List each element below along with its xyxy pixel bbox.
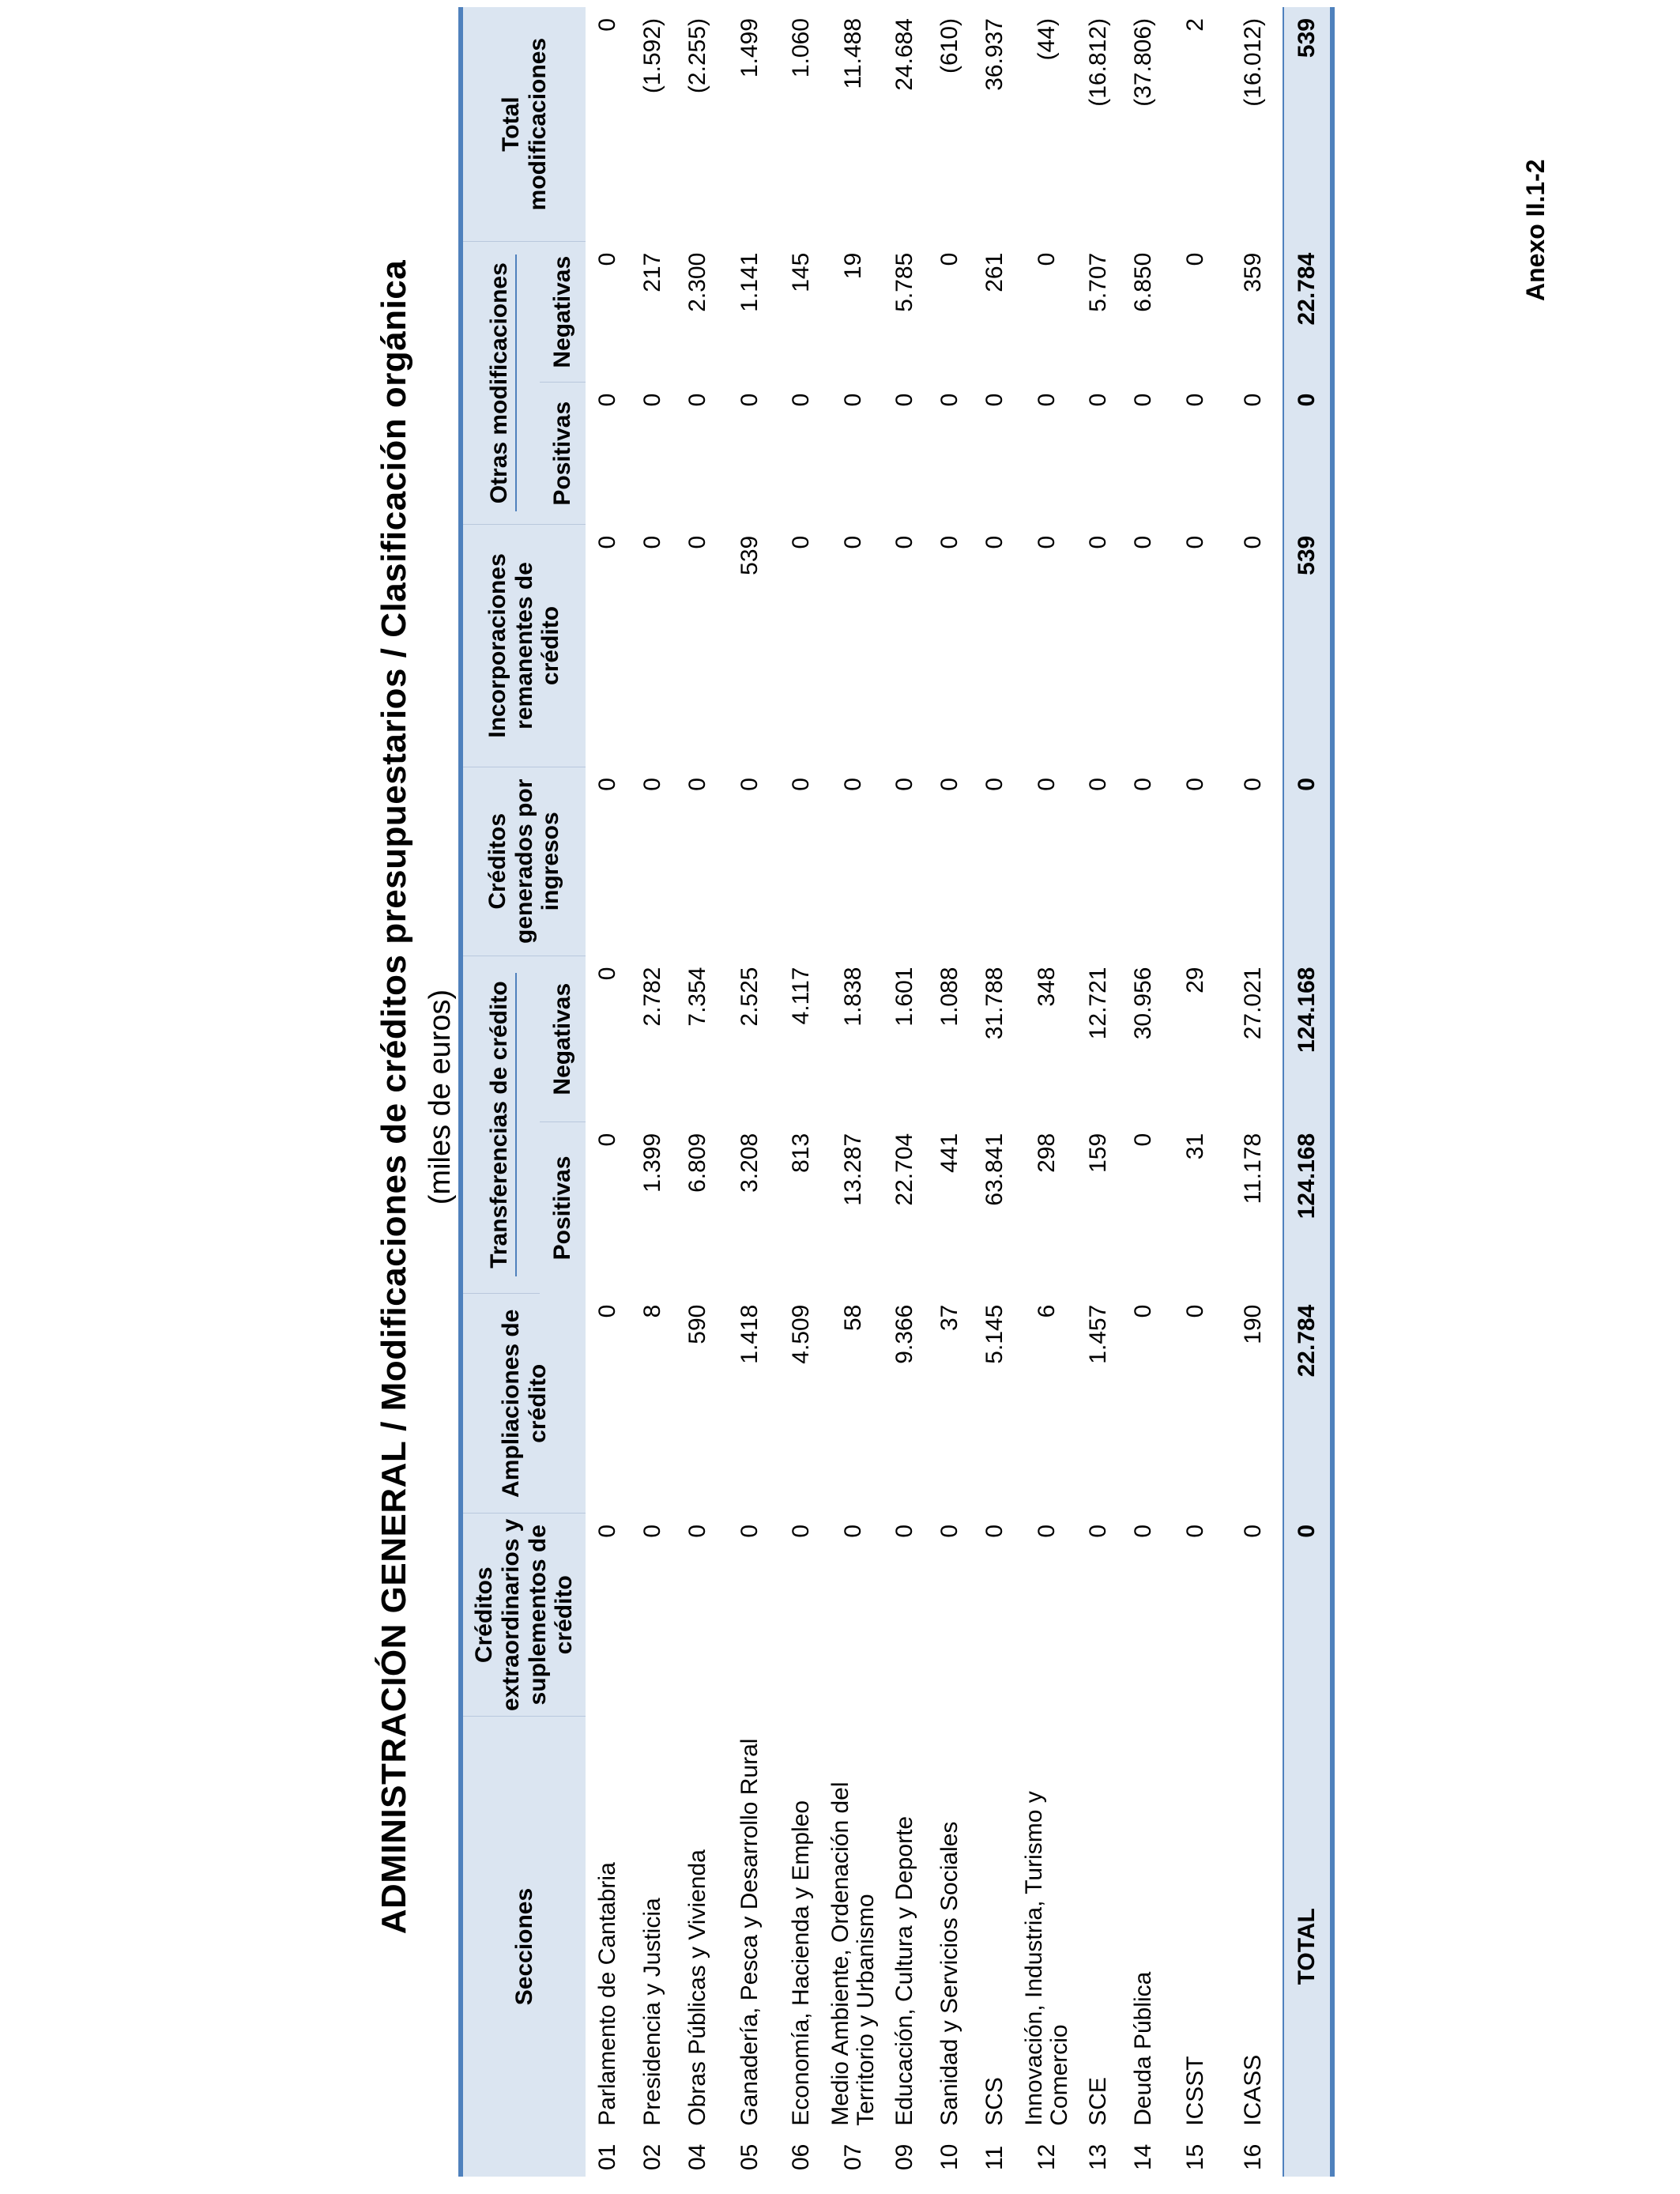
cell-trans-negativas: 31.788 xyxy=(981,967,1008,1040)
cell-incorporaciones: 0 xyxy=(1033,535,1060,549)
header-creditos-extraordinarios: Créditos extraordinarios y suplementos de crédito xyxy=(461,1514,586,1717)
cell-otras-positivas: 0 xyxy=(981,393,1008,407)
cell-cred-extra: 0 xyxy=(1240,1524,1267,1538)
cell-generados: 0 xyxy=(891,778,918,791)
cell-ampliaciones: 590 xyxy=(684,1304,711,1344)
cell-ampliaciones: 6 xyxy=(1033,1304,1060,1318)
page-title: ADMINISTRACIÓN GENERAL / Modificaciones de créditos presupuestarios / Clasificación orgánica xyxy=(375,259,413,1935)
row-name: Deuda Pública xyxy=(1130,1971,1157,2126)
total-total: 539 xyxy=(1283,7,1332,242)
cell-otras-positivas: 0 xyxy=(891,393,918,407)
cell-otras-negativas: 19 xyxy=(839,252,866,280)
cell-generados: 0 xyxy=(1130,778,1157,791)
cell-cred-extra: 0 xyxy=(1033,1524,1060,1538)
cell-generados: 0 xyxy=(1085,778,1112,791)
cell-generados: 0 xyxy=(1033,778,1060,791)
cell-otras-positivas: 0 xyxy=(639,393,666,407)
cell-generados: 0 xyxy=(1240,778,1267,791)
row-code: 04 xyxy=(684,2143,711,2170)
cell-total: (1.592) xyxy=(639,18,666,94)
cell-trans-positivas: 298 xyxy=(1033,1133,1060,1173)
cell-incorporaciones: 0 xyxy=(639,535,666,549)
cell-trans-negativas: 27.021 xyxy=(1240,967,1267,1040)
row-code: 14 xyxy=(1130,2143,1157,2170)
cell-trans-positivas: 441 xyxy=(936,1133,963,1173)
table-row xyxy=(676,7,721,2177)
cell-ampliaciones: 5.145 xyxy=(981,1304,1008,1364)
cell-total: (2.255) xyxy=(684,18,711,94)
row-name: SCS xyxy=(981,2077,1008,2126)
row-code: 11 xyxy=(981,2145,1008,2170)
table-row xyxy=(721,7,779,2177)
budget-modifications-table xyxy=(458,7,1335,2177)
header-creditos-generados: Créditos generados por ingresos xyxy=(461,767,586,956)
header-total-modificaciones: Total modificaciones xyxy=(461,7,586,242)
cell-incorporaciones: 0 xyxy=(981,535,1008,549)
total-otras-positivas: 0 xyxy=(1283,383,1332,525)
total-otras-negativas: 22.784 xyxy=(1283,242,1332,383)
header-otras-negativas: Negativas xyxy=(540,242,586,383)
cell-ampliaciones: 0 xyxy=(1181,1304,1208,1318)
cell-incorporaciones: 0 xyxy=(1130,535,1157,549)
cell-otras-negativas: 1.141 xyxy=(736,252,763,312)
row-name: Economía, Hacienda y Empleo xyxy=(788,1800,815,2126)
cell-total: (37.806) xyxy=(1130,18,1157,107)
table-row xyxy=(586,7,631,2177)
table-row xyxy=(928,7,973,2177)
row-name: Medio Ambiente, Ordenación del Territorio y Urbanismo xyxy=(827,1781,879,2126)
row-name: Obras Públicas y Vivienda xyxy=(684,1849,711,2126)
header-transferencias-negativas: Negativas xyxy=(540,956,586,1122)
row-code: 07 xyxy=(839,2143,866,2170)
cell-total: 11.488 xyxy=(839,18,866,89)
total-incorporaciones: 539 xyxy=(1283,525,1332,767)
cell-generados: 0 xyxy=(594,778,621,791)
row-name: Educación, Cultura y Deporte xyxy=(891,1815,918,2126)
cell-incorporaciones: 539 xyxy=(736,535,763,575)
row-code: 06 xyxy=(788,2143,815,2170)
cell-trans-positivas: 11.178 xyxy=(1240,1133,1267,1204)
cell-otras-negativas: 359 xyxy=(1240,252,1267,292)
cell-ampliaciones: 0 xyxy=(1130,1304,1157,1318)
cell-cred-extra: 0 xyxy=(981,1524,1008,1538)
header-secciones: Secciones xyxy=(461,1717,586,2177)
cell-incorporaciones: 0 xyxy=(788,535,815,549)
cell-ampliaciones: 4.509 xyxy=(788,1304,815,1364)
row-name: Parlamento de Cantabria xyxy=(594,1862,621,2126)
cell-cred-extra: 0 xyxy=(839,1524,866,1538)
row-name: Ganadería, Pesca y Desarrollo Rural xyxy=(736,1738,763,2126)
total-generados: 0 xyxy=(1283,767,1332,956)
cell-generados: 0 xyxy=(1181,778,1208,791)
cell-otras-positivas: 0 xyxy=(684,393,711,407)
cell-cred-extra: 0 xyxy=(1181,1524,1208,1538)
cell-incorporaciones: 0 xyxy=(1085,535,1112,549)
total-trans-negativas: 124.168 xyxy=(1283,956,1332,1122)
cell-trans-positivas: 13.287 xyxy=(839,1133,866,1206)
cell-total: (16.012) xyxy=(1240,18,1267,107)
cell-generados: 0 xyxy=(839,778,866,791)
row-name: Sanidad y Servicios Sociales xyxy=(936,1821,963,2126)
cell-incorporaciones: 0 xyxy=(1240,535,1267,549)
row-code: 05 xyxy=(736,2143,763,2170)
cell-otras-positivas: 0 xyxy=(788,393,815,407)
cell-cred-extra: 0 xyxy=(788,1524,815,1538)
cell-generados: 0 xyxy=(736,778,763,791)
cell-otras-negativas: 6.850 xyxy=(1130,252,1157,312)
header-ampliaciones: Ampliaciones de crédito xyxy=(461,1294,586,1514)
header-otras-positivas: Positivas xyxy=(540,383,586,525)
cell-ampliaciones: 1.457 xyxy=(1085,1304,1112,1364)
cell-trans-positivas: 0 xyxy=(594,1133,621,1147)
row-code: 13 xyxy=(1085,2143,1112,2170)
table-row xyxy=(1166,7,1225,2177)
table-row xyxy=(883,7,928,2177)
row-name: SCE xyxy=(1085,2077,1112,2126)
cell-ampliaciones: 190 xyxy=(1240,1304,1267,1344)
header-incorporaciones: Incorporaciones remanentes de crédito xyxy=(461,525,586,767)
cell-otras-negativas: 217 xyxy=(639,252,666,292)
cell-trans-positivas: 22.704 xyxy=(891,1133,918,1206)
cell-ampliaciones: 58 xyxy=(839,1304,866,1331)
cell-otras-positivas: 0 xyxy=(1240,393,1267,407)
cell-otras-positivas: 0 xyxy=(1033,393,1060,407)
cell-cred-extra: 0 xyxy=(639,1524,666,1538)
table-row xyxy=(824,7,883,2177)
cell-ampliaciones: 0 xyxy=(594,1304,621,1318)
cell-trans-positivas: 159 xyxy=(1085,1133,1112,1173)
cell-trans-negativas: 2.782 xyxy=(639,967,666,1027)
header-transferencias xyxy=(461,956,540,1294)
cell-trans-negativas: 30.956 xyxy=(1130,967,1157,1040)
cell-total: (44) xyxy=(1033,18,1060,61)
row-code: 10 xyxy=(936,2143,963,2170)
row-code: 16 xyxy=(1240,2143,1267,2170)
cell-cred-extra: 0 xyxy=(736,1524,763,1538)
table-row xyxy=(1076,7,1121,2177)
cell-otras-negativas: 5.707 xyxy=(1085,252,1112,312)
cell-total: 1.060 xyxy=(788,18,815,78)
cell-otras-positivas: 0 xyxy=(1085,393,1112,407)
cell-generados: 0 xyxy=(788,778,815,791)
cell-trans-negativas: 29 xyxy=(1181,967,1208,993)
cell-incorporaciones: 0 xyxy=(936,535,963,549)
row-name: ICSST xyxy=(1181,2056,1208,2126)
cell-incorporaciones: 0 xyxy=(839,535,866,549)
cell-trans-negativas: 1.088 xyxy=(936,967,963,1027)
cell-ampliaciones: 1.418 xyxy=(736,1304,763,1364)
cell-otras-positivas: 0 xyxy=(936,393,963,407)
annex-label: Anexo II.1-2 xyxy=(1521,159,1550,301)
cell-trans-positivas: 3.208 xyxy=(736,1133,763,1193)
cell-cred-extra: 0 xyxy=(1130,1524,1157,1538)
cell-ampliaciones: 8 xyxy=(639,1304,666,1318)
row-code: 12 xyxy=(1033,2143,1060,2170)
cell-trans-positivas: 31 xyxy=(1181,1133,1208,1160)
cell-otras-positivas: 0 xyxy=(736,393,763,407)
row-code: 09 xyxy=(891,2143,918,2170)
cell-incorporaciones: 0 xyxy=(594,535,621,549)
cell-cred-extra: 0 xyxy=(936,1524,963,1538)
cell-trans-negativas: 2.525 xyxy=(736,967,763,1027)
cell-trans-positivas: 0 xyxy=(1130,1133,1157,1147)
cell-total: 0 xyxy=(594,18,621,32)
table-row xyxy=(973,7,1018,2177)
header-transferencias-positivas: Positivas xyxy=(540,1122,586,1294)
cell-total: 2 xyxy=(1181,18,1208,32)
table-row xyxy=(631,7,676,2177)
cell-trans-positivas: 813 xyxy=(788,1133,815,1173)
row-code: 15 xyxy=(1181,2143,1208,2170)
total-ampliaciones: 22.784 xyxy=(1283,1294,1332,1514)
cell-total: 24.684 xyxy=(891,18,918,91)
table-row xyxy=(779,7,824,2177)
cell-trans-negativas: 7.354 xyxy=(684,967,711,1027)
cell-total: 36.937 xyxy=(981,18,1008,91)
cell-otras-positivas: 0 xyxy=(1181,393,1208,407)
cell-total: (16.812) xyxy=(1085,18,1112,107)
total-trans-positivas: 124.168 xyxy=(1283,1122,1332,1294)
row-code: 02 xyxy=(639,2143,666,2170)
cell-generados: 0 xyxy=(981,778,1008,791)
cell-otras-negativas: 5.785 xyxy=(891,252,918,312)
cell-otras-negativas: 261 xyxy=(981,252,1008,292)
cell-trans-negativas: 1.838 xyxy=(839,967,866,1027)
total-label: TOTAL xyxy=(1283,1717,1332,2177)
cell-ampliaciones: 9.366 xyxy=(891,1304,918,1364)
cell-incorporaciones: 0 xyxy=(684,535,711,549)
row-name: ICASS xyxy=(1240,2054,1267,2126)
cell-otras-positivas: 0 xyxy=(594,393,621,407)
cell-otras-positivas: 0 xyxy=(839,393,866,407)
cell-cred-extra: 0 xyxy=(684,1524,711,1538)
row-name: Presidencia y Justicia xyxy=(639,1898,666,2126)
total-row xyxy=(1283,7,1332,2177)
cell-trans-negativas: 348 xyxy=(1033,967,1060,1007)
cell-trans-positivas: 6.809 xyxy=(684,1133,711,1193)
table-row xyxy=(1018,7,1076,2177)
cell-otras-negativas: 0 xyxy=(936,252,963,266)
table-row xyxy=(1225,7,1283,2177)
cell-trans-negativas: 1.601 xyxy=(891,967,918,1027)
cell-cred-extra: 0 xyxy=(1085,1524,1112,1538)
header-transferencias-label: Transferencias de crédito xyxy=(486,973,518,1276)
cell-trans-positivas: 63.841 xyxy=(981,1133,1008,1206)
cell-trans-positivas: 1.399 xyxy=(639,1133,666,1193)
total-cred-extra: 0 xyxy=(1283,1514,1332,1717)
table-row xyxy=(1121,7,1166,2177)
cell-trans-negativas: 0 xyxy=(594,967,621,981)
row-name: Innovación, Industria, Turismo y Comercio xyxy=(1020,1791,1072,2126)
cell-trans-negativas: 4.117 xyxy=(788,967,815,1025)
cell-cred-extra: 0 xyxy=(891,1524,918,1538)
header-otras-modificaciones xyxy=(461,242,540,525)
cell-otras-negativas: 0 xyxy=(1181,252,1208,266)
cell-otras-positivas: 0 xyxy=(1130,393,1157,407)
cell-otras-negativas: 2.300 xyxy=(684,252,711,312)
cell-otras-negativas: 145 xyxy=(788,252,815,292)
cell-total: 1.499 xyxy=(736,18,763,78)
row-code: 01 xyxy=(594,2143,621,2170)
cell-total: (610) xyxy=(936,18,963,74)
cell-incorporaciones: 0 xyxy=(1181,535,1208,549)
cell-cred-extra: 0 xyxy=(594,1524,621,1538)
cell-generados: 0 xyxy=(684,778,711,791)
cell-generados: 0 xyxy=(936,778,963,791)
page-subtitle: (miles de euros) xyxy=(424,989,457,1205)
header-otras-label: Otras modificaciones xyxy=(486,254,518,511)
cell-generados: 0 xyxy=(639,778,666,791)
cell-otras-negativas: 0 xyxy=(1033,252,1060,266)
cell-ampliaciones: 37 xyxy=(936,1304,963,1331)
cell-incorporaciones: 0 xyxy=(891,535,918,549)
cell-trans-negativas: 12.721 xyxy=(1085,967,1112,1040)
cell-otras-negativas: 0 xyxy=(594,252,621,266)
